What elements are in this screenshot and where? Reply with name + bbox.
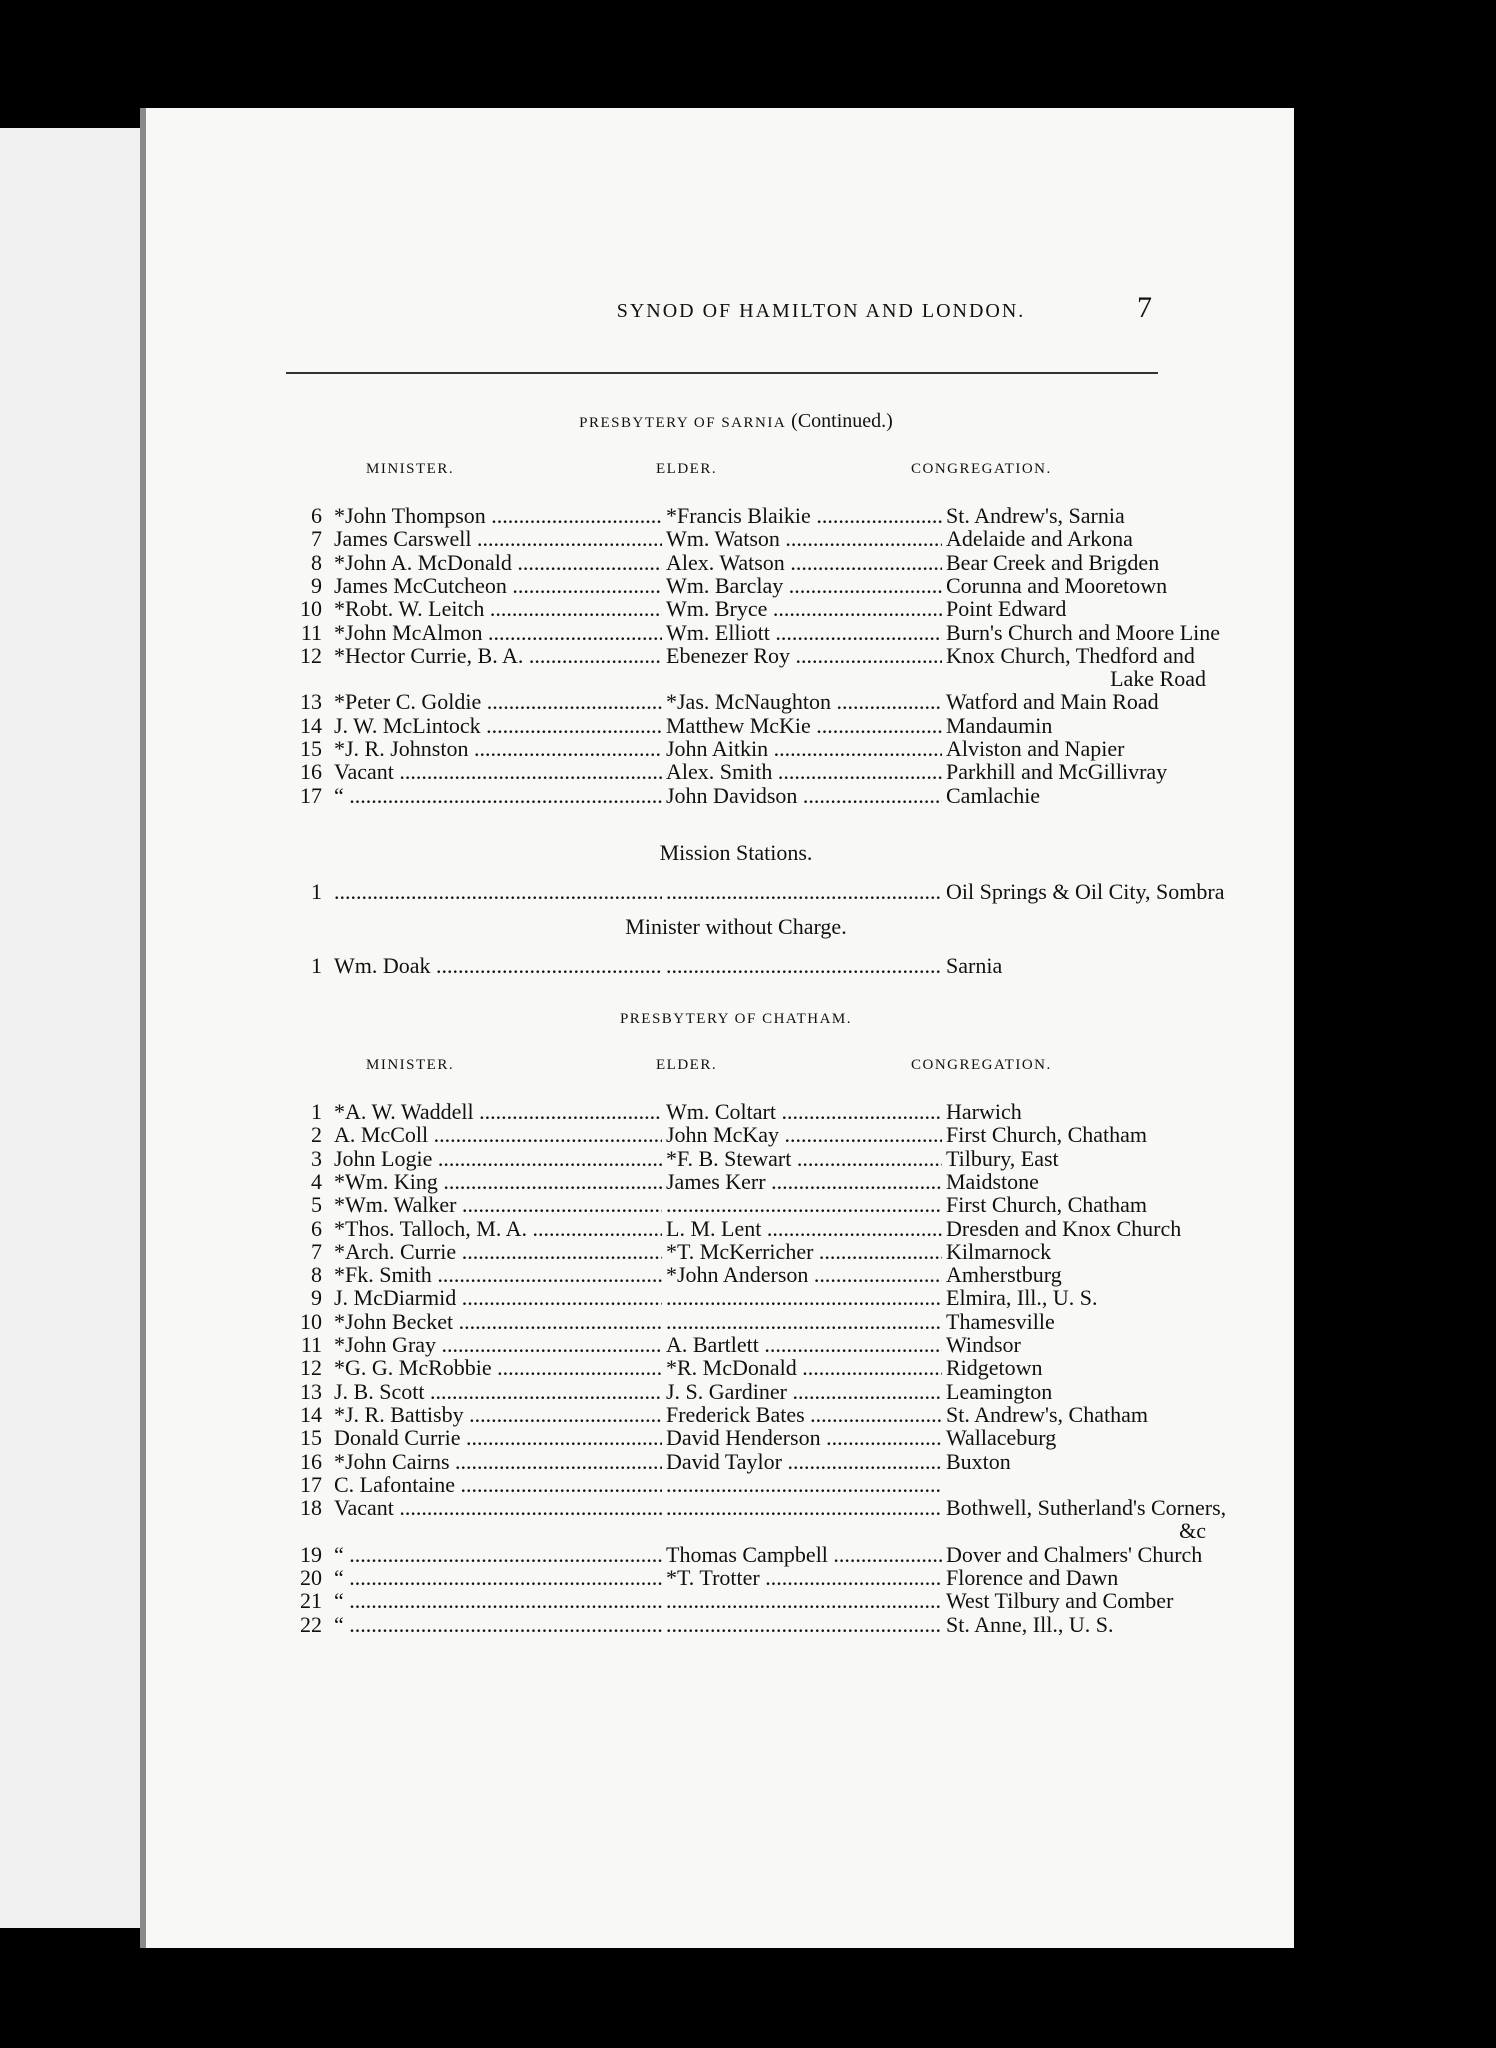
congregation-name: Dover and Chalmers' Church — [946, 1541, 1203, 1567]
table-row — [286, 879, 1225, 904]
elder-cell — [666, 551, 942, 575]
minister-cell — [334, 760, 662, 784]
minister-name: James Carswell ..... — [334, 527, 662, 551]
minister-name: *Arch. Currie ..... — [334, 1240, 662, 1264]
table-row-continuation — [286, 1519, 1206, 1543]
elder-cell — [666, 1123, 942, 1147]
elder-cell — [666, 714, 942, 738]
page-number: 7 — [1137, 291, 1152, 324]
elder-cell — [666, 574, 942, 598]
congregation-name: Tilbury, East — [946, 1145, 1059, 1171]
running-header: SYNOD OF HAMILTON AND LONDON. — [616, 300, 1026, 322]
row-number: 1 — [311, 1099, 322, 1124]
congregation-name: Wallaceburg — [946, 1425, 1057, 1451]
elder-cell — [666, 1100, 942, 1124]
minister-cell — [334, 714, 662, 738]
minister-name: *J. R. Johnston ..... — [334, 737, 662, 761]
elder-name: Alex. Smith ..... — [666, 760, 942, 784]
row-number: 15 — [300, 736, 322, 761]
row-number: 16 — [300, 759, 322, 785]
minister-cell — [334, 1473, 662, 1497]
minister-cell — [334, 880, 662, 904]
table-row — [286, 954, 1206, 978]
minister-name: *A. W. Waddell ..... — [334, 1100, 662, 1124]
minister-name: Vacant ..... — [334, 760, 662, 784]
elder-cell — [666, 1286, 942, 1310]
minister-cell — [334, 1496, 662, 1520]
row-number: 11 — [300, 1332, 322, 1357]
table-row — [286, 1333, 1206, 1357]
minister-cell — [334, 1589, 662, 1613]
elder-name: Wm. Bryce ..... — [666, 597, 942, 621]
minister-cell — [334, 1240, 662, 1264]
congregation-name: Mandaumin — [946, 712, 1053, 738]
row-number: 18 — [300, 1495, 322, 1521]
minister-name: C. Lafontaine ..... — [334, 1473, 662, 1497]
congregation-name: First Church, Chatham — [946, 1192, 1148, 1218]
elder-name: A. Bartlett ..... — [666, 1333, 942, 1357]
elder-cell — [666, 1263, 942, 1287]
minister-cell — [334, 1123, 662, 1147]
elder-cell — [666, 954, 942, 978]
table-row — [286, 1589, 1206, 1613]
elder-name: James Kerr ..... — [666, 1170, 942, 1194]
elder-cell — [666, 1380, 942, 1404]
row-number: 20 — [300, 1565, 322, 1590]
row-number: 12 — [300, 642, 322, 668]
elder-name: L. M. Lent ..... — [666, 1217, 942, 1241]
row-number: 13 — [300, 689, 322, 715]
table-row — [286, 619, 1221, 645]
minister-cell — [334, 784, 662, 808]
row-number: 1 — [311, 879, 322, 904]
elder-name: John McKay ..... — [666, 1123, 942, 1147]
congregation-name: Sarnia — [946, 953, 1003, 978]
minister-cell — [334, 1543, 662, 1567]
elder-name — [666, 1589, 942, 1613]
congregation-name: Bothwell, Sutherland's Corners, — [946, 1495, 1227, 1521]
elder-name: David Henderson ..... — [666, 1426, 942, 1450]
minister-cell — [334, 1450, 662, 1474]
minister-name: J. W. McLintock ..... — [334, 714, 662, 738]
row-number: 1 — [311, 953, 322, 978]
minister-name: J. B. Scott ..... — [334, 1380, 662, 1404]
row-number: 14 — [300, 712, 322, 738]
elder-cell — [666, 1356, 942, 1380]
elder-cell — [666, 1217, 942, 1241]
congregation-name: Dresden and Knox Church — [946, 1215, 1182, 1241]
row-number: 12 — [300, 1355, 322, 1381]
minister-cell — [334, 1286, 662, 1310]
congregation-name: Harwich — [946, 1099, 1022, 1124]
elder-name: *John Anderson ..... — [666, 1263, 942, 1287]
minister-cell — [334, 1100, 662, 1124]
table-row — [286, 504, 1206, 528]
elder-name: Wm. Elliott ..... — [666, 621, 942, 645]
elder-name — [666, 1193, 942, 1217]
table-row — [286, 760, 1206, 784]
minister-cell — [334, 1147, 662, 1171]
elder-cell — [666, 1147, 942, 1171]
elder-cell — [666, 1403, 942, 1427]
minister-cell — [334, 1426, 662, 1450]
sarnia-col-congregation: CONGREGATION. — [911, 461, 1052, 477]
row-number: 19 — [300, 1541, 322, 1567]
minister-name: *John Becket ..... — [334, 1310, 662, 1334]
minister-cell — [334, 574, 662, 598]
elder-cell — [666, 1589, 942, 1613]
table-row — [286, 597, 1206, 621]
minister-cell — [334, 1380, 662, 1404]
congregation-name: Point Edward — [946, 596, 1067, 622]
minister-name: “ ..... — [334, 1589, 662, 1613]
congregation-name: St. Andrew's, Sarnia — [946, 503, 1125, 528]
elder-name: Alex. Watson ..... — [666, 551, 942, 575]
row-number: 10 — [300, 1308, 322, 1334]
table-row — [286, 1286, 1206, 1310]
congregation-name: Buxton — [946, 1448, 1011, 1474]
congregation-name: Parkhill and McGillivray — [946, 759, 1168, 785]
row-number: 6 — [311, 503, 322, 528]
chatham-col-congregation: CONGREGATION. — [911, 1057, 1052, 1073]
elder-name: *R. McDonald ..... — [666, 1356, 942, 1380]
elder-name: John Aitkin ..... — [666, 737, 942, 761]
elder-cell — [666, 527, 942, 551]
congregation-name: Thamesville — [946, 1308, 1055, 1334]
minister-name: *Fk. Smith ..... — [334, 1263, 662, 1287]
congregation-name: Burn's Church and Moore Line — [946, 619, 1221, 645]
elder-name: *Francis Blaikie ..... — [666, 504, 942, 528]
row-number: 13 — [300, 1378, 322, 1404]
table-row — [286, 1566, 1206, 1590]
minister-cell — [334, 1170, 662, 1194]
minister-name: John Logie ..... — [334, 1147, 662, 1171]
congregation-name: Adelaide and Arkona — [946, 526, 1133, 552]
row-number: 6 — [311, 1215, 322, 1241]
chatham-title: PRESBYTERY OF CHATHAM. — [619, 1011, 853, 1027]
congregation-name: Bear Creek and Brigden — [946, 549, 1160, 575]
elder-name: *Jas. McNaughton ..... — [666, 690, 942, 714]
sarnia-col-minister: MINISTER. — [366, 461, 455, 477]
minister-cell — [334, 1333, 662, 1357]
minister-name: J. McDiarmid ..... — [334, 1286, 662, 1310]
elder-name: Thomas Campbell ..... — [666, 1543, 942, 1567]
table-row-continuation — [286, 667, 1206, 691]
table-row — [286, 1100, 1206, 1124]
table-row — [286, 690, 1206, 714]
minister-name: *Wm. King ..... — [334, 1170, 662, 1194]
elder-cell — [666, 1170, 942, 1194]
minister-name: Wm. Doak ..... — [334, 954, 662, 978]
elder-cell — [666, 1333, 942, 1357]
table-row — [286, 644, 1206, 668]
document-page — [140, 108, 1294, 1948]
elder-name: *F. B. Stewart ..... — [666, 1147, 942, 1171]
minister-name: Donald Currie ..... — [334, 1426, 662, 1450]
minister-name: *Peter C. Goldie ..... — [334, 690, 662, 714]
sarnia-col-elder: ELDER. — [656, 461, 718, 477]
congregation-name: Kilmarnock — [946, 1238, 1052, 1264]
elder-cell — [666, 1450, 942, 1474]
elder-name: Ebenezer Roy ..... — [666, 644, 942, 668]
minister-cell — [334, 1566, 662, 1590]
minister-name: A. McColl ..... — [334, 1123, 662, 1147]
header-rule — [286, 372, 1158, 374]
elder-cell — [666, 1426, 942, 1450]
row-number: 8 — [311, 1262, 322, 1288]
minister-cell — [334, 737, 662, 761]
congregation-name: Leamington — [946, 1378, 1053, 1404]
table-row — [286, 1123, 1206, 1147]
congregation-name: Corunna and Mooretown — [946, 572, 1168, 598]
table-row — [286, 1473, 1206, 1497]
table-row — [286, 1613, 1206, 1637]
elder-cell — [666, 597, 942, 621]
row-number: 15 — [300, 1425, 322, 1451]
minister-name: Vacant ..... — [334, 1496, 662, 1520]
minister-cell — [334, 1193, 662, 1217]
elder-name: David Taylor ..... — [666, 1450, 942, 1474]
chatham-col-elder: ELDER. — [656, 1057, 718, 1073]
congregation-name: Maidstone — [946, 1168, 1039, 1194]
table-row — [286, 1495, 1227, 1521]
minister-cell — [334, 1613, 662, 1637]
table-row — [286, 574, 1206, 598]
minister-name: “ ..... — [334, 1566, 662, 1590]
elder-name: Wm. Barclay ..... — [666, 574, 942, 598]
minister-name: *John Gray ..... — [334, 1333, 662, 1357]
table-row — [286, 1263, 1206, 1287]
row-number: 17 — [300, 782, 322, 808]
minister-name: James McCutcheon ..... — [334, 574, 662, 598]
minister-cell — [334, 1403, 662, 1427]
congregation-name: Alviston and Napier — [946, 736, 1125, 761]
facing-page-edge — [0, 128, 140, 1928]
elder-name: Wm. Watson ..... — [666, 527, 942, 551]
minister-name: *John A. McDonald ..... — [334, 551, 662, 575]
elder-name — [666, 1496, 942, 1520]
elder-name: Matthew McKie ..... — [666, 714, 942, 738]
row-number: 4 — [311, 1168, 322, 1194]
minister-name: *Wm. Walker ..... — [334, 1193, 662, 1217]
row-number: 22 — [300, 1611, 322, 1637]
table-row — [286, 714, 1206, 738]
table-row — [286, 1356, 1206, 1380]
row-number: 7 — [311, 526, 322, 552]
row-number: 8 — [311, 549, 322, 575]
congregation-continuation: &c — [1179, 1518, 1206, 1544]
congregation-name: Oil Springs & Oil City, Sombra — [946, 879, 1225, 904]
row-number: 11 — [300, 619, 322, 645]
elder-cell — [666, 1473, 942, 1497]
minister-name: *G. G. McRobbie ..... — [334, 1356, 662, 1380]
elder-cell — [666, 644, 942, 668]
elder-cell — [666, 504, 942, 528]
elder-cell — [666, 1193, 942, 1217]
elder-cell — [666, 621, 942, 645]
elder-cell — [666, 1613, 942, 1637]
table-row — [286, 527, 1206, 551]
minister-name: “ ..... — [334, 784, 662, 808]
elder-cell — [666, 1310, 942, 1334]
minister-cell — [334, 504, 662, 528]
minister-cell — [334, 1310, 662, 1334]
row-number: 5 — [311, 1192, 322, 1218]
minister-name: *J. R. Battisby ..... — [334, 1403, 662, 1427]
table-row — [286, 737, 1206, 761]
table-row — [286, 1403, 1206, 1427]
row-number: 16 — [300, 1448, 322, 1474]
row-number: 7 — [311, 1238, 322, 1264]
elder-name — [666, 1473, 942, 1497]
table-row — [286, 1310, 1206, 1334]
table-row — [286, 1240, 1206, 1264]
minister-cell — [334, 1217, 662, 1241]
minister-name: *Robt. W. Leitch ..... — [334, 597, 662, 621]
row-number: 9 — [311, 1285, 322, 1311]
minister-name: *John Thompson ..... — [334, 504, 662, 528]
congregation-name: Florence and Dawn — [946, 1565, 1119, 1590]
table-row — [286, 1426, 1206, 1450]
minister-name: *John Cairns ..... — [334, 1450, 662, 1474]
minister-name: *Hector Currie, B. A. ..... — [334, 644, 662, 668]
minister-cell — [334, 954, 662, 978]
congregation-name: Watford and Main Road — [946, 689, 1159, 715]
elder-name — [666, 1286, 942, 1310]
congregation-name: Camlachie — [946, 782, 1041, 808]
elder-cell — [666, 690, 942, 714]
minister-cell — [334, 644, 662, 668]
congregation-name: Amherstburg — [946, 1262, 1062, 1288]
minister-cell — [334, 1356, 662, 1380]
minister-cell — [334, 551, 662, 575]
congregation-name: West Tilbury and Comber — [946, 1588, 1174, 1614]
chatham-col-minister: MINISTER. — [366, 1057, 455, 1073]
table-row — [286, 1380, 1206, 1404]
row-number: 10 — [300, 596, 322, 622]
table-row — [286, 1543, 1206, 1567]
minister-name: *John McAlmon ..... — [334, 621, 662, 645]
sarnia-title: PRESBYTERY OF SARNIA (Continued.) — [579, 410, 893, 432]
elder-name — [666, 1310, 942, 1334]
minister-cell — [334, 1263, 662, 1287]
elder-cell — [666, 784, 942, 808]
congregation-name: Ridgetown — [946, 1355, 1043, 1381]
table-row — [286, 1147, 1206, 1171]
elder-name: Wm. Coltart ..... — [666, 1100, 942, 1124]
elder-name: *T. Trotter ..... — [666, 1566, 942, 1590]
elder-cell — [666, 1496, 942, 1520]
minister-cell — [334, 597, 662, 621]
row-number: 3 — [311, 1145, 322, 1171]
elder-name: John Davidson ..... — [666, 784, 942, 808]
congregation-name: First Church, Chatham — [946, 1122, 1148, 1148]
elder-name — [666, 1613, 942, 1637]
elder-cell — [666, 1566, 942, 1590]
elder-cell — [666, 737, 942, 761]
row-number: 21 — [300, 1588, 322, 1614]
row-number: 14 — [300, 1401, 322, 1427]
congregation-continuation: Lake Road — [1110, 666, 1206, 692]
minister-name: “ ..... — [334, 1613, 662, 1637]
row-number: 2 — [311, 1122, 322, 1148]
minister-cell — [334, 621, 662, 645]
minister-cell — [334, 690, 662, 714]
elder-cell — [666, 880, 942, 904]
minister-name: *Thos. Talloch, M. A. ..... — [334, 1217, 662, 1241]
table-row — [286, 1193, 1206, 1217]
congregation-name: St. Andrew's, Chatham — [946, 1401, 1148, 1427]
elder-cell — [666, 1240, 942, 1264]
elder-cell — [666, 1543, 942, 1567]
elder-name: *T. McKerricher ..... — [666, 1240, 942, 1264]
table-row — [286, 1170, 1206, 1194]
elder-name: J. S. Gardiner ..... — [666, 1380, 942, 1404]
row-number: 9 — [311, 572, 322, 598]
congregation-name: Knox Church, Thedford and — [946, 642, 1195, 668]
minister-cell — [334, 527, 662, 551]
table-row — [286, 1450, 1206, 1474]
table-row — [286, 1217, 1206, 1241]
row-number: 17 — [300, 1471, 322, 1497]
without-charge-title: Minister without Charge. — [625, 914, 847, 939]
congregation-name: Elmira, Ill., U. S. — [946, 1285, 1098, 1311]
elder-name: Frederick Bates ..... — [666, 1403, 942, 1427]
congregation-name: St. Anne, Ill., U. S. — [946, 1611, 1114, 1637]
congregation-name: Windsor — [946, 1332, 1021, 1357]
minister-name: “ ..... — [334, 1543, 662, 1567]
mission-stations-title: Mission Stations. — [659, 840, 813, 865]
elder-cell — [666, 760, 942, 784]
table-row — [286, 784, 1206, 808]
table-row — [286, 551, 1206, 575]
